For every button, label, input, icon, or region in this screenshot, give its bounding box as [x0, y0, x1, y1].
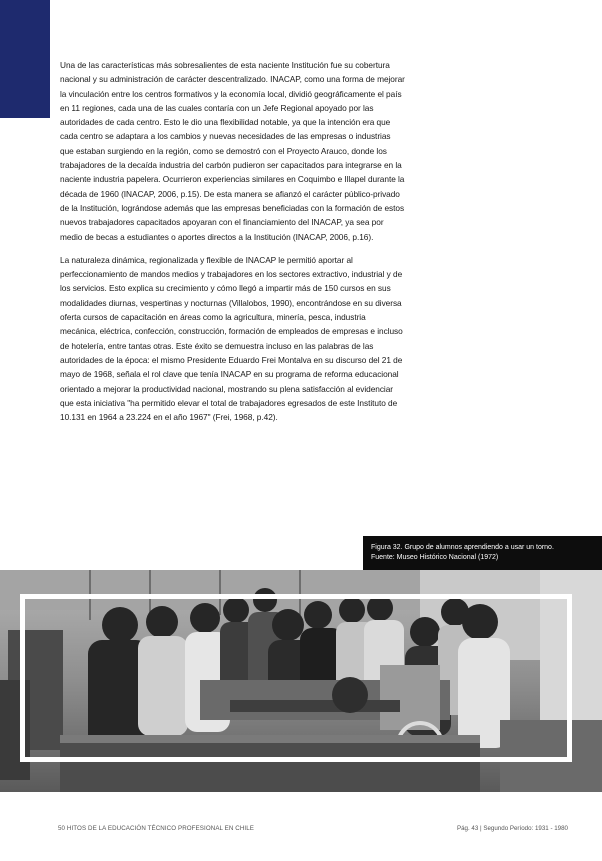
- footer-publication-title: 50 HITOS DE LA EDUCACIÓN TÉCNICO PROFESIONAL EN CHILE: [58, 825, 255, 832]
- caption-source: Fuente: Museo Histórico Nacional (1972): [371, 553, 499, 561]
- footer-page-info: Pág. 43 | Segundo Período: 1931 - 1980: [456, 825, 568, 832]
- lathe-class-photo: [0, 570, 602, 792]
- paragraph-2: La naturaleza dinámica, regionalizada y flexible de INACAP le permitió aportar al perfeccionamiento de mandos medios y trabajadores en los sectores extractivo, industrial y de los servicios. Esto explica su crecimiento y cómo llegó a impartir más de 150 cursos en sus modalidades diurnas, vespertinas y nocturnas (Villalobos, 1990), encontrándose en su diversa oferta cursos de capacitación en áreas como la agricultura, minería, pesca, industria mecánica, eléctrica, confección, construcción, formación de empleados de empresas e incluso de hotelería, entre tantas otras. Este éxito se demuestra incluso en las palabras de las autoridades de la época: el mismo Presidente Eduardo Frei Montalva en su discurso del 21 de mayo de 1968, señala el rol clave que tenía INACAP en su programa de reforma educacional orientado a mejorar la productividad nacional, mostrando su plena satisfacción al evidenciar que esta iniciativa "ha permitido elevar el total de trabajadores egresados de este Instituto de 10.131 en 1964 a 23.224 en el año 1967" (Frei, 1968, p.42).: [60, 254, 403, 423]
- figure-caption: [363, 536, 602, 570]
- corner-accent-block: [0, 0, 50, 118]
- paragraph-1: Una de las características más sobresalientes de esta naciente Institución fue su cobertura nacional y su administración de carácter descentralizado. INACAP, como una forma de mejorar la vinculación entre los centros formativos y la economía local, dividió geográficamente el país en 11 regiones, cada una de las cuales contaría con un Jefe Regional apoyado por las autoridades de cada centro. Esto le dio una flexibilidad notable, ya que la intención era que cada centro se adaptara a los cambios y nuevas necesidades de las empresas o industrias que estaban surgiendo en la región, como se demostró con el Proyecto Arauco, donde los trabajadores de la decaída industria del carbón pudieron ser capacitados para integrarse en la naciente industria papelera. Ocurrieron experiencias similares en Coquimbo e Illapel durante la década de 1960 (INACAP, 2006, p.15). De esta manera se afianzó el carácter público-privado de la Institución, lográndose además que las empresas beneficiadas con la formación de estos nuevos trabajadores capacitados apoyaran con el financiamiento del INACAP, ya sea por medio de becas a estudiantes o aportes directos a la Institución (INACAP, 2006, p.16).: [60, 60, 405, 242]
- body-text: [60, 58, 405, 433]
- caption-title: Figura 32. Grupo de alumnos aprendiendo a usar un torno.: [371, 544, 554, 551]
